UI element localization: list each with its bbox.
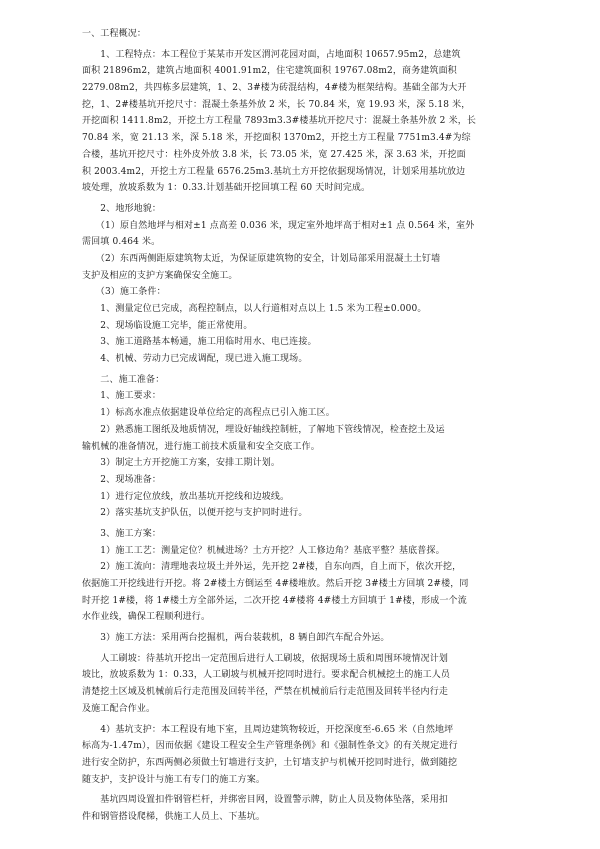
text-line: 基坑四周设置扣件钢管栏杆，并绑密目网，设置警示牌，防止人员及物体坠落，采用扣 bbox=[82, 795, 449, 806]
text-line: 3、施工方案： bbox=[82, 528, 162, 539]
text-line: 2279.08m2，共四栋多层建筑，1、2、3#楼为砖混结构，4#楼为框架结构。基础全部为大开 bbox=[82, 83, 467, 94]
text-line: 1）施工工艺：测量定位？机械进场？土方开挖？人工修边角？基底平整？基底普探。 bbox=[82, 545, 445, 556]
text-line: 2）熟悉施工图纸及地质情况，埋设好轴线控制桩，了解地下管线情况，检查挖土及运 bbox=[82, 424, 445, 435]
text-line: 2）施工流向：清理地表垃圾土并外运，先开挖 2#楼，自东向西，自上而下，依次开挖， bbox=[82, 562, 462, 573]
text-line: 3）施工方法：采用两台挖掘机，两台装载机，8 辆自卸汽车配合外运。 bbox=[82, 633, 390, 644]
text-line: 1、工程特点：本工程位于某某市开发区渭河花园对面，占地面积 10657.95m2，总建筑 bbox=[82, 49, 461, 60]
text-line: 水作业线，确保工程顺利进行。 bbox=[82, 612, 211, 623]
text-line: 支护及相应的支护方案确保安全施工。 bbox=[82, 270, 238, 281]
text-line: （2）东西两侧距原建筑物太近，为保证原建筑物的安全，计划局部采用混凝土土钉墙 bbox=[82, 253, 441, 264]
text-line: 随支护，支护设计与施工有专门的施工方案。 bbox=[82, 774, 266, 785]
text-line: 2、现场临设施工完毕，能正常使用。 bbox=[82, 320, 253, 331]
text-line: 70.84 米，宽 21.13 米，深 5.18 米，开挖面积 1370m2，开挖土方工程量 7751m3.4#为综 bbox=[82, 133, 471, 144]
text-line: 需回填 0.464 米。 bbox=[82, 237, 161, 248]
text-line: 2、现场准备： bbox=[82, 474, 162, 485]
text-line: （3）施工条件： bbox=[82, 287, 166, 298]
text-line: 二、施工准备： bbox=[82, 374, 165, 385]
text-line: 挖，1、2#楼基坑开挖尺寸：混凝土条基外放 2 米，长 70.84 米，宽 19.93 米，深 5.18 米， bbox=[82, 99, 471, 110]
text-line: 2）落实基坑支护队伍，以便开挖与支护同时进行。 bbox=[82, 508, 308, 519]
text-line: 合楼，基坑开挖尺寸：柱外皮外放 3.8 米，长 73.05 米，宽 27.425 米，深 3.63 米，开挖面 bbox=[82, 149, 466, 160]
text-line: 1、施工要求： bbox=[82, 391, 162, 402]
text-line: 标高为-1.47m），因而依据《建设工程安全生产管理条例》和《强制性条文》的有关规定进行 bbox=[82, 741, 458, 752]
text-line: 人工刷坡：待基坑开挖出一定范围后进行人工刷坡，依据现场土质和周围环境情况计划 bbox=[82, 653, 449, 664]
text-line: 清楚挖土区域及机械前后行走范围及回转半径，严禁在机械前后行走范围及回转半径内行走 bbox=[82, 687, 449, 698]
text-line: 开挖面积 1411.8m2，开挖土方工程量 7893m3.3#楼基坑开挖尺寸：混凝土条基外放 2 米，长 bbox=[82, 116, 477, 127]
text-line: 及施工配合作业。 bbox=[82, 703, 156, 714]
text-line: 积 2003.4m2，开挖土方工程量 6576.25m3.基坑土方开挖依据现场情况，计划采用基坑放边 bbox=[82, 166, 466, 177]
text-line: 1）进行定位放线，放出基坑开挖线和边坡线。 bbox=[82, 491, 290, 502]
text-line: 3、施工道路基本畅通，施工用临时用水、电已连接。 bbox=[82, 337, 317, 348]
text-line: 输机械的准备情况，进行施工前技术质量和安全交底工作。 bbox=[82, 441, 320, 452]
text-line: （1）原自然地坪与相对±1 点高差 0.036 米，现定室外地坪高于相对±1 点 0.564 米，室外 bbox=[82, 220, 475, 231]
text-line: 2、地形地貌： bbox=[82, 203, 162, 214]
text-line: 坡比，放坡系数为 1：0.33，人工刷坡与机械开挖同时进行。要求配合机械挖土的施工人员 bbox=[82, 670, 451, 681]
text-line: 3）制定土方开挖施工方案，安排工期计划。 bbox=[82, 458, 281, 469]
text-line: 坡处理，放坡系数为 1：0.33.计划基础开挖回填工程 60 天时间完成。 bbox=[82, 183, 371, 194]
text-line: 依据施工开挖线进行开挖。将 2#楼土方倒运至 4#楼堆放。然后开挖 3#楼土方回填 2#楼，同 bbox=[82, 579, 469, 589]
text-line: 1）标高水准点依据建设单位给定的高程点已引入施工区。 bbox=[82, 408, 335, 419]
text-line: 4、机械、劳动力已完成调配，现已进入施工现场。 bbox=[82, 354, 308, 365]
text-line: 进行安全防护，东西两侧必须做土钉墙进行支护，土钉墙支护与机械开挖同时进行，做到随挖 bbox=[82, 757, 458, 768]
text-line: 件和钢管搭设爬梯，供施工人员上、下基坑。 bbox=[82, 811, 266, 822]
text-line: 4）基坑支护：本工程设有地下室，且周边建筑物较近，开挖深度至-6.65 米（自然地坪 bbox=[82, 724, 454, 735]
text-line: 1、测量定位已完成，高程控制点，以人行道相对点以上 1.5 米为工程±0.000。 bbox=[82, 304, 427, 314]
text-line: 面积 21896m2，建筑占地面积 4001.91m2，住宅建筑面积 19767.08m2，商务建筑面积 bbox=[82, 66, 457, 77]
text-line: 时开挖 1#楼，将 1#楼土方全部外运，二次开挖 4#楼将 4#楼土方回填于 1#楼，形成一个流 bbox=[82, 595, 467, 606]
text-line: 一、工程概况： bbox=[82, 29, 147, 39]
